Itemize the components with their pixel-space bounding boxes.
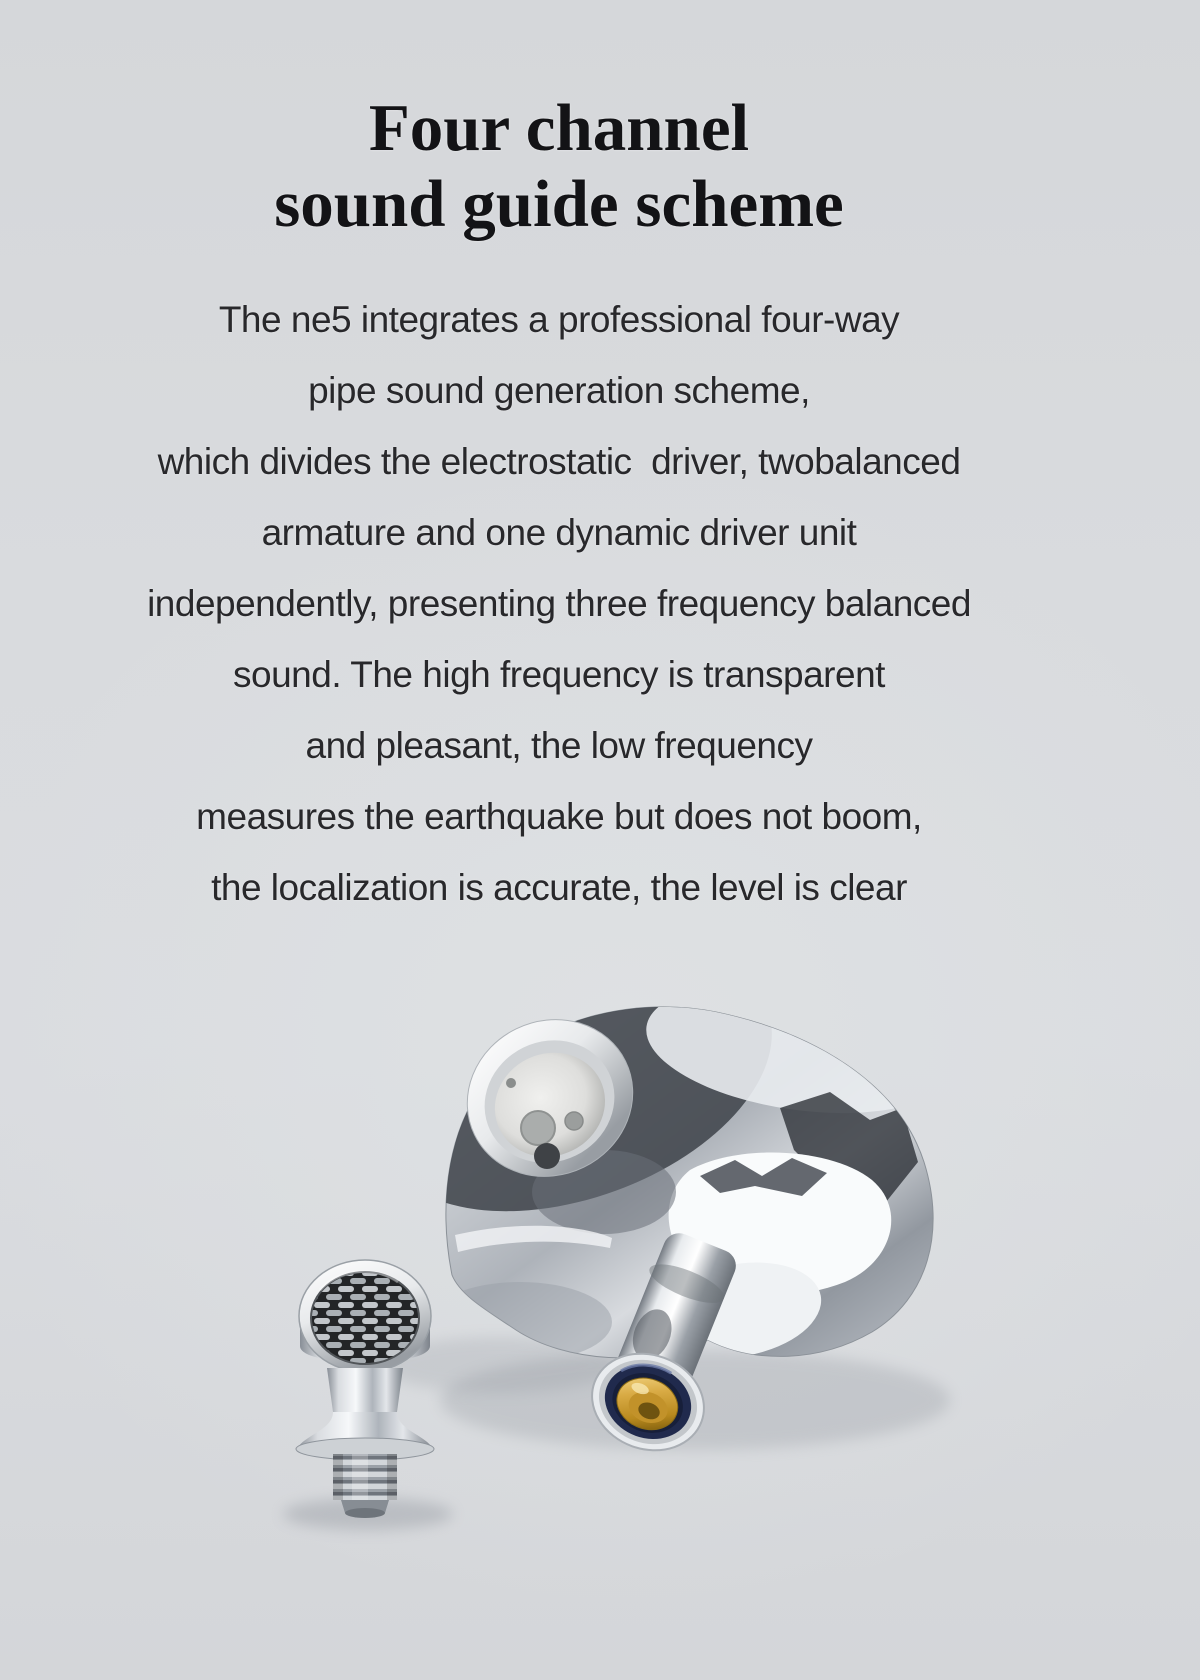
description-line: independently, presenting three frequency balanced [147, 583, 971, 624]
page-title [0, 0, 1118, 242]
product-photo [0, 980, 1200, 1680]
nozzle-thread [333, 1454, 397, 1500]
description-line: measures the earthquake but does not boom, [196, 796, 922, 837]
nozzle-cap [299, 1260, 431, 1372]
earphone-photo-illustration [0, 980, 1200, 1680]
sound-bore-small [506, 1078, 516, 1088]
description-line: The ne5 integrates a professional four-way [218, 299, 900, 340]
description-line: and pleasant, the low frequency [305, 725, 813, 766]
nozzle-tip-end [345, 1508, 385, 1518]
description-line: the localization is accurate, the level is clear [211, 867, 907, 908]
description-line: which divides the electrostatic driver, twobalanced [157, 441, 961, 482]
title-line-2: sound guide scheme [274, 167, 844, 241]
mesh-grille [311, 1272, 419, 1364]
nozzle-neck [327, 1368, 403, 1412]
title-line-1: Four channel [368, 91, 750, 165]
sound-bore-medium [565, 1112, 583, 1130]
description-line: pipe sound generation scheme, [308, 370, 810, 411]
sound-bore-large [521, 1111, 555, 1145]
sound-bore-dark [534, 1143, 560, 1169]
description-line: sound. The high frequency is transparent [233, 654, 885, 695]
screw-on-mesh-nozzle [296, 1260, 434, 1518]
description-line: armature and one dynamic driver unit [261, 512, 857, 553]
description-text [0, 284, 1118, 923]
